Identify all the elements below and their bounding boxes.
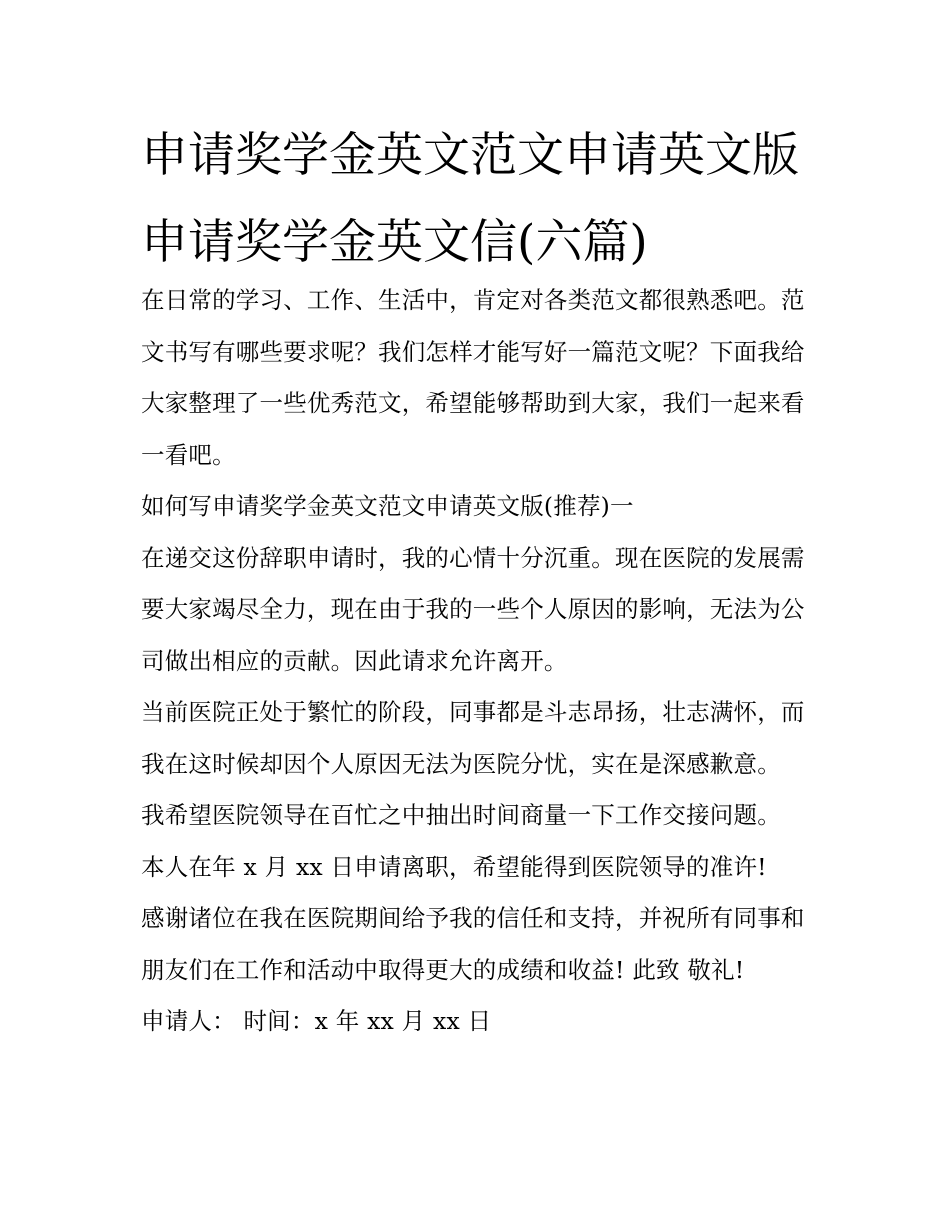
paragraph-situation: 当前医院正处于繁忙的阶段，同事都是斗志昂扬，壮志满怀，而我在这时候却因个人原因无法为医院分忧，实在是深感歉意。	[141, 698, 805, 778]
paragraph-intro: 在日常的学习、工作、生活中，肯定对各类范文都很熟悉吧。范文书写有哪些要求呢？我们怎样才能写好一篇范文呢？下面我给大家整理了一些优秀范文，希望能够帮助到大家，我们一起来看一看吧。	[141, 286, 805, 469]
paragraph-subtitle: 如何写申请奖学金英文范文申请英文版(推荐)一	[141, 492, 634, 520]
document-title: 申请奖学金英文范文申请英文版 申请奖学金英文信(六篇)	[141, 128, 799, 270]
paragraph-resignation: 在递交这份辞职申请时，我的心情十分沉重。现在医院的发展需要大家竭尽全力，现在由于我的一些个人原因的影响，无法为公司做出相应的贡献。因此请求允许离开。	[141, 543, 805, 675]
document-body	[141, 275, 821, 1048]
paragraph-signature: 申请人： 时间：x 年 xx 月 xx 日	[141, 1007, 492, 1035]
paragraph-handover: 我希望医院领导在百忙之中抽出时间商量一下工作交接问题。	[141, 801, 781, 829]
paragraph-thanks: 感谢诸位在我在医院期间给予我的信任和支持，并祝所有同事和朋友们在工作和活动中取得更大的成绩和收益! 此致 敬礼!	[141, 904, 805, 984]
paragraph-date: 本人在年 x 月 xx 日申请离职，希望能得到医院领导的准许!	[141, 852, 767, 881]
